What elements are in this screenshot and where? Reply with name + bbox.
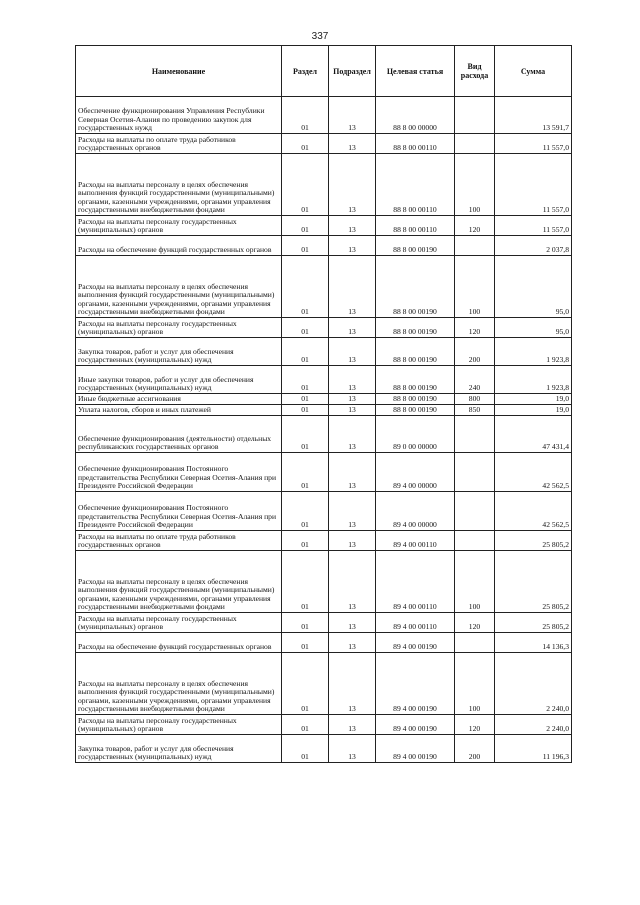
table-row (76, 633, 572, 653)
row-kind (455, 236, 495, 256)
row-sum: 2 037,8 (495, 236, 572, 256)
row-target: 88 8 00 00190 (376, 394, 455, 405)
row-target: 89 4 00 00190 (376, 735, 455, 763)
row-kind (455, 97, 495, 134)
row-kind: 120 (455, 318, 495, 338)
row-subsection: 13 (329, 551, 376, 613)
row-target: 89 4 00 00000 (376, 453, 455, 492)
row-kind: 850 (455, 405, 495, 416)
row-subsection: 13 (329, 531, 376, 551)
row-section: 01 (282, 318, 329, 338)
row-target: 88 8 00 00190 (376, 318, 455, 338)
row-kind (455, 416, 495, 453)
table-row (76, 154, 572, 216)
row-subsection: 13 (329, 318, 376, 338)
row-target: 88 8 00 00190 (376, 256, 455, 318)
table-row (76, 338, 572, 366)
row-sum: 19,0 (495, 405, 572, 416)
row-sum: 1 923,8 (495, 366, 572, 394)
table-row (76, 134, 572, 154)
table-row (76, 394, 572, 405)
row-name: Обеспечение функционирования Постоянного представительства Республики Северная Осетия-Алания при Президенте Российской Федерации (76, 453, 282, 492)
row-target: 89 4 00 00190 (376, 715, 455, 735)
row-subsection: 13 (329, 416, 376, 453)
row-name: Обеспечение функционирования Постоянного представительства Республики Северная Осетия-Алания при Президенте Российской Федерации (76, 492, 282, 531)
row-section: 01 (282, 416, 329, 453)
row-target: 89 4 00 00190 (376, 633, 455, 653)
table-row (76, 492, 572, 531)
row-name: Обеспечение функционирования Управления Республики Северная Осетия-Алания по проведению закупок для государственных нужд (76, 97, 282, 134)
table-row (76, 613, 572, 633)
row-target: 88 8 00 00000 (376, 97, 455, 134)
table-body (76, 97, 572, 763)
col-header-name: Наименование (76, 46, 282, 97)
col-header-section: Раздел (282, 46, 329, 97)
table-row (76, 531, 572, 551)
row-section: 01 (282, 97, 329, 134)
row-sum: 11 196,3 (495, 735, 572, 763)
row-sum: 19,0 (495, 394, 572, 405)
table-row (76, 653, 572, 715)
row-subsection: 13 (329, 405, 376, 416)
row-section: 01 (282, 405, 329, 416)
row-kind: 120 (455, 613, 495, 633)
row-name: Закупка товаров, работ и услуг для обеспечения государственных (муниципальных) нужд (76, 338, 282, 366)
row-target: 89 4 00 00000 (376, 492, 455, 531)
row-target: 89 4 00 00110 (376, 551, 455, 613)
row-target: 88 8 00 00110 (376, 216, 455, 236)
row-subsection: 13 (329, 134, 376, 154)
row-subsection: 13 (329, 633, 376, 653)
row-section: 01 (282, 256, 329, 318)
row-sum: 1 923,8 (495, 338, 572, 366)
row-subsection: 13 (329, 613, 376, 633)
table-row (76, 256, 572, 318)
row-sum: 95,0 (495, 318, 572, 338)
row-kind (455, 633, 495, 653)
table-row (76, 551, 572, 613)
row-name: Расходы на выплаты по оплате труда работников государственных органов (76, 531, 282, 551)
row-target: 88 8 00 00110 (376, 134, 455, 154)
row-subsection: 13 (329, 653, 376, 715)
row-name: Расходы на выплаты персоналу в целях обеспечения выполнения функций государственными (муниципальными) органами, казенными учреждениями, органами управления государственными внебюджетными фондами (76, 653, 282, 715)
row-subsection: 13 (329, 453, 376, 492)
col-header-sum: Сумма (495, 46, 572, 97)
row-subsection: 13 (329, 154, 376, 216)
row-kind: 800 (455, 394, 495, 405)
row-kind: 240 (455, 366, 495, 394)
row-kind: 100 (455, 256, 495, 318)
row-name: Расходы на выплаты персоналу государственных (муниципальных) органов (76, 318, 282, 338)
page-number: 337 (311, 31, 329, 42)
row-kind (455, 531, 495, 551)
row-name: Расходы на выплаты персоналу в целях обеспечения выполнения функций государственными (муниципальными) органами, казенными учреждениями, органами управления государственными внебюджетными фондами (76, 551, 282, 613)
col-header-kind: Вид расхода (455, 46, 495, 97)
row-section: 01 (282, 236, 329, 256)
row-target: 88 8 00 00190 (376, 338, 455, 366)
table-row (76, 416, 572, 453)
row-kind: 200 (455, 338, 495, 366)
row-sum: 42 562,5 (495, 453, 572, 492)
row-section: 01 (282, 154, 329, 216)
row-subsection: 13 (329, 366, 376, 394)
row-target: 89 4 00 00190 (376, 653, 455, 715)
table-row (76, 236, 572, 256)
row-subsection: 13 (329, 735, 376, 763)
row-section: 01 (282, 633, 329, 653)
row-name: Обеспечение функционирования (деятельности) отдельных республиканских государственных органов (76, 416, 282, 453)
row-target: 89 4 00 00110 (376, 531, 455, 551)
row-section: 01 (282, 338, 329, 366)
table-row (76, 366, 572, 394)
row-subsection: 13 (329, 394, 376, 405)
row-section: 01 (282, 492, 329, 531)
row-target: 89 4 00 00110 (376, 613, 455, 633)
row-subsection: 13 (329, 256, 376, 318)
table-row (76, 216, 572, 236)
row-target: 88 8 00 00110 (376, 154, 455, 216)
row-name: Расходы на выплаты по оплате труда работников государственных органов (76, 134, 282, 154)
row-name: Расходы на выплаты персоналу в целях обеспечения выполнения функций государственными (муниципальными) органами, казенными учреждениями, органами управления государственными внебюджетными фондами (76, 154, 282, 216)
row-name: Расходы на выплаты персоналу государственных (муниципальных) органов (76, 216, 282, 236)
col-header-subsection: Подраздел (329, 46, 376, 97)
row-kind: 120 (455, 715, 495, 735)
row-sum: 25 805,2 (495, 613, 572, 633)
row-sum: 47 431,4 (495, 416, 572, 453)
row-section: 01 (282, 531, 329, 551)
table-row (76, 318, 572, 338)
row-name: Иные закупки товаров, работ и услуг для обеспечения государственных (муниципальных) нужд (76, 366, 282, 394)
row-kind (455, 492, 495, 531)
table-header-row (76, 46, 572, 97)
row-kind: 100 (455, 653, 495, 715)
table-row (76, 97, 572, 134)
row-sum: 25 805,2 (495, 551, 572, 613)
row-sum: 42 562,5 (495, 492, 572, 531)
row-target: 88 8 00 00190 (376, 366, 455, 394)
row-section: 01 (282, 735, 329, 763)
row-target: 88 8 00 00190 (376, 236, 455, 256)
row-name: Расходы на обеспечение функций государственных органов (76, 633, 282, 653)
row-section: 01 (282, 551, 329, 613)
row-kind: 100 (455, 154, 495, 216)
row-subsection: 13 (329, 715, 376, 735)
row-subsection: 13 (329, 236, 376, 256)
table-row (76, 735, 572, 763)
row-sum: 14 136,3 (495, 633, 572, 653)
row-subsection: 13 (329, 338, 376, 366)
row-sum: 95,0 (495, 256, 572, 318)
row-kind (455, 453, 495, 492)
row-kind: 100 (455, 551, 495, 613)
row-sum: 13 591,7 (495, 97, 572, 134)
row-kind: 200 (455, 735, 495, 763)
row-name: Расходы на обеспечение функций государственных органов (76, 236, 282, 256)
row-sum: 2 240,0 (495, 653, 572, 715)
row-section: 01 (282, 394, 329, 405)
row-target: 88 8 00 00190 (376, 405, 455, 416)
row-section: 01 (282, 715, 329, 735)
row-name: Расходы на выплаты персоналу государственных (муниципальных) органов (76, 715, 282, 735)
row-section: 01 (282, 366, 329, 394)
row-sum: 25 805,2 (495, 531, 572, 551)
row-sum: 11 557,0 (495, 134, 572, 154)
table-row (76, 453, 572, 492)
row-subsection: 13 (329, 492, 376, 531)
row-section: 01 (282, 216, 329, 236)
row-target: 89 0 00 00000 (376, 416, 455, 453)
row-name: Закупка товаров, работ и услуг для обеспечения государственных (муниципальных) нужд (76, 735, 282, 763)
row-sum: 11 557,0 (495, 216, 572, 236)
budget-table (75, 45, 572, 763)
row-name: Уплата налогов, сборов и иных платежей (76, 405, 282, 416)
row-section: 01 (282, 613, 329, 633)
row-section: 01 (282, 453, 329, 492)
row-kind (455, 134, 495, 154)
row-section: 01 (282, 653, 329, 715)
row-kind: 120 (455, 216, 495, 236)
row-subsection: 13 (329, 216, 376, 236)
row-section: 01 (282, 134, 329, 154)
table-row (76, 405, 572, 416)
row-sum: 2 240,0 (495, 715, 572, 735)
row-sum: 11 557,0 (495, 154, 572, 216)
row-name: Расходы на выплаты персоналу в целях обеспечения выполнения функций государственными (муниципальными) органами, казенными учреждениями, органами управления государственными внебюджетными фондами (76, 256, 282, 318)
row-name: Расходы на выплаты персоналу государственных (муниципальных) органов (76, 613, 282, 633)
row-name: Иные бюджетные ассигнования (76, 394, 282, 405)
table-row (76, 715, 572, 735)
row-subsection: 13 (329, 97, 376, 134)
col-header-target: Целевая статья (376, 46, 455, 97)
